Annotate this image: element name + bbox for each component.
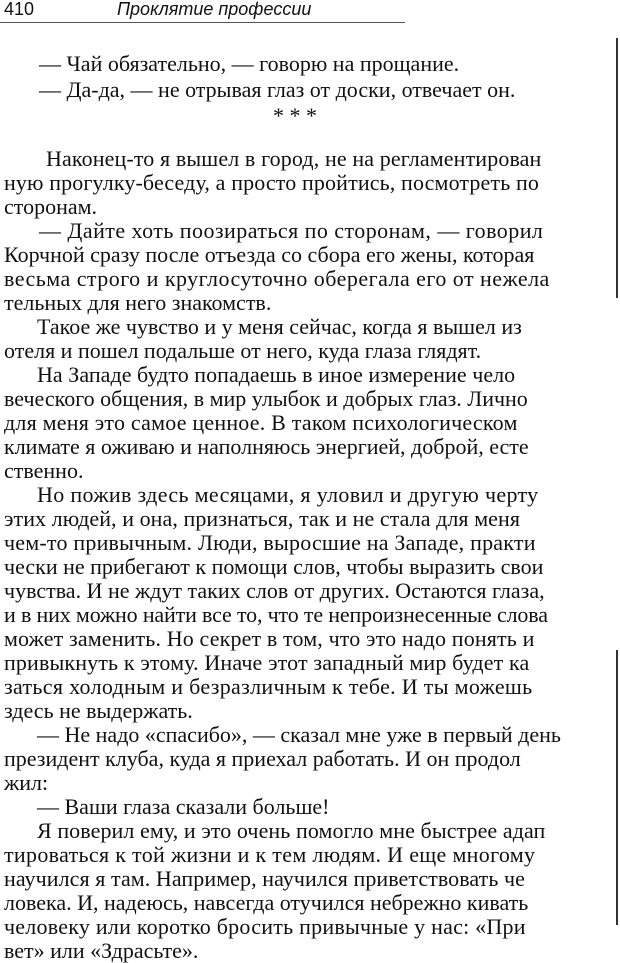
section-break: * * * — [273, 103, 317, 128]
text-line: научился я там. Например, научился приветствовать че — [4, 866, 526, 891]
text-line: Но пожив здесь месяцами, я уловил и другую черту — [37, 482, 539, 507]
text-line: климате я оживаю и наполняюсь энергией, доброй, есте — [4, 434, 529, 459]
text-line: чем-то привычным. Люди, выросшие на Западе, практи — [4, 530, 536, 555]
text-line: жил: — [4, 770, 49, 795]
text-line: чувства. И не ждут таких слов от других. Остаются глаза, — [4, 578, 545, 603]
text-line: — Дайте хоть поозираться по сторонам, — говорил — [39, 218, 544, 243]
page-header — [0, 0, 405, 23]
page-number: 410 — [4, 0, 35, 19]
text-line: ловека. И, надеюсь, навсегда отучился небрежно кивать — [4, 890, 529, 915]
text-line: заться холодным и безразличным к тебе. И ты можешь — [4, 674, 533, 699]
text-line: сторонам. — [4, 194, 98, 219]
text-line: чески не прибегают к помощи слов, чтобы выразить свои — [4, 554, 544, 579]
text-line: ную прогулку-беседу, а просто пройтись, посмотреть по — [4, 170, 540, 195]
text-line: тироваться к той жизни и к тем людям. И еще многому — [4, 842, 536, 867]
text-line: Корчной сразу после отъезда со сбора его жены, которая — [4, 242, 535, 267]
text-line: тельных для него знакомств. — [4, 290, 272, 315]
text-line: для меня это самое ценное. В таком психологическом — [4, 410, 518, 435]
text-line: — Ваши глаза сказали больше! — [37, 794, 330, 819]
text-line: ственно. — [4, 458, 84, 483]
text-line: здесь не выдержать. — [4, 698, 193, 723]
text-line: — Не надо «спасибо», — сказал мне уже в первый день — [37, 722, 561, 747]
page-edge-mark-bottom — [616, 650, 618, 925]
text-line: На Западе будто попадаешь в иное измерение чело — [37, 362, 516, 387]
text-line: — Да-да, — не отрывая глаз от доски, отвечает он. — [39, 77, 516, 102]
text-line: человеку или коротко бросить привычные у нас: «При — [4, 914, 526, 939]
text-line: вет» или «Здрасьте». — [4, 938, 199, 963]
text-line: Я поверил ему, и это очень помогло мне быстрее адап — [37, 818, 546, 843]
text-line: Наконец-то я вышел в город, не на регламентирован — [46, 146, 542, 171]
text-line: и в них можно найти все то, что те непроизнесенные слова — [4, 602, 548, 627]
text-line: отеля и пошел подальше от него, куда глаза глядят. — [4, 338, 482, 363]
text-line: весьма строго и круглосуточно оберегала его от нежела — [4, 266, 550, 291]
text-line: — Чай обязательно, — говорю на прощание. — [39, 51, 460, 76]
text-line: привыкнуть к этому. Иначе этот западный мир будет ка — [4, 650, 530, 675]
text-line: может заменить. Но секрет в том, что это надо понять и — [4, 626, 535, 651]
text-line: Такое же чувство и у меня сейчас, когда я вышел из — [37, 314, 522, 339]
page-edge-mark-top — [616, 38, 618, 298]
running-title: Проклятие профессии — [117, 0, 312, 19]
text-line: этих людей, и она, признаться, так и не стала для меня — [4, 506, 521, 531]
text-line: президент клуба, куда я приехал работать. И он продол — [4, 746, 521, 771]
text-line: веческого общения, в мир улыбок и добрых глаз. Лично — [4, 386, 528, 411]
